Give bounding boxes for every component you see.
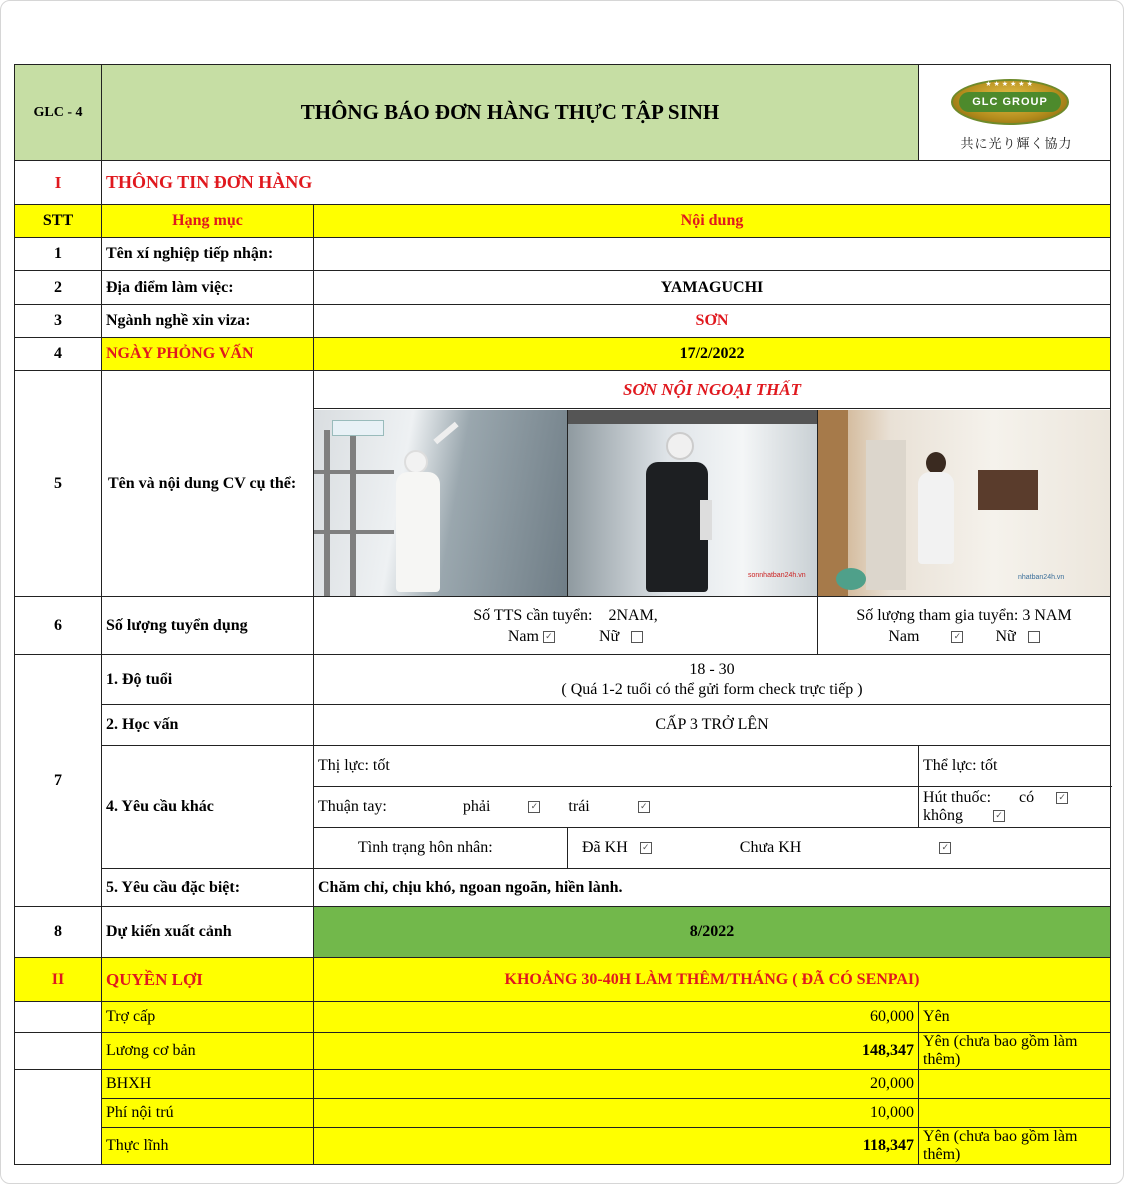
benefit-blank <box>15 1070 102 1165</box>
value-education: CẤP 3 TRỞ LÊN <box>314 705 1111 746</box>
stt-5: 5 <box>15 371 102 597</box>
hand-right-label: phải <box>462 798 491 815</box>
benefit-unit: Yên (chưa bao gồm làm thêm) <box>919 1128 1111 1165</box>
section2-num: II <box>15 958 102 1002</box>
need-nu-label: Nữ <box>598 627 620 645</box>
col-stt: STT <box>15 205 102 238</box>
need-count-cell <box>314 597 818 655</box>
label-company: Tên xí nghiệp tiếp nhận: <box>102 238 314 271</box>
fitness: Thể lực: tốt <box>919 746 1111 787</box>
hand-label: Thuận tay: <box>318 798 387 815</box>
benefit-blank <box>15 1002 102 1033</box>
benefit-unit: Yên (chưa bao gồm làm thêm) <box>919 1033 1111 1070</box>
benefit-value: 118,347 <box>314 1128 919 1165</box>
label-job-detail: Tên và nội dung CV cụ thể: <box>102 371 314 597</box>
value-departure: 8/2022 <box>314 907 1111 958</box>
smoke-yes-checkbox[interactable]: ✓ <box>1056 792 1068 804</box>
photo-roller-painting <box>568 410 818 596</box>
benefit-blank <box>15 1033 102 1070</box>
vision: Thị lực: tốt <box>314 746 919 787</box>
logo-brand: GLC GROUP <box>959 92 1061 112</box>
need-nam-checkbox[interactable]: ✓ <box>543 631 555 643</box>
benefit-unit <box>919 1070 1111 1099</box>
join-nam-checkbox[interactable]: ✓ <box>951 631 963 643</box>
hand-left-checkbox[interactable]: ✓ <box>638 801 650 813</box>
smoke-no-label: không <box>923 807 964 824</box>
benefit-label: Lương cơ bản <box>102 1033 314 1070</box>
value-special-req: Chăm chỉ, chịu khó, ngoan ngoãn, hiền lành. <box>314 869 1111 907</box>
col-content: Nội dung <box>314 205 1111 238</box>
section2-title: QUYỀN LỢI <box>102 958 314 1002</box>
age-note: ( Quá 1-2 tuổi có thể gửi form check trực tiếp ) <box>561 680 863 698</box>
benefit-label: Phí nội trú <box>102 1099 314 1128</box>
value-company <box>314 238 1111 271</box>
hand-left-label: trái <box>568 798 590 815</box>
value-location: YAMAGUCHI <box>314 271 1111 305</box>
form-code: GLC - 4 <box>15 65 102 161</box>
single-label: Chưa KH <box>739 839 802 856</box>
value-age <box>314 655 1111 705</box>
benefit-value: 148,347 <box>314 1033 919 1070</box>
label-location: Địa điểm làm việc: <box>102 271 314 305</box>
label-job: Ngành nghề xin viza: <box>102 305 314 338</box>
job-detail-title: SƠN NỘI NGOẠI THẤT <box>314 371 1111 409</box>
watermark-2: nhatban24h.vn <box>1018 573 1065 581</box>
join-nu-label: Nữ <box>995 627 1016 645</box>
need-value: 2NAM, <box>608 606 658 624</box>
logo-tagline: 共に光り輝く協力 <box>960 137 1073 152</box>
photo-exterior-painting <box>314 410 568 596</box>
hand-right-checkbox[interactable]: ✓ <box>528 801 540 813</box>
handedness-cell <box>314 787 919 828</box>
benefit-value: 60,000 <box>314 1002 919 1033</box>
smoke-yes-label: có <box>1019 789 1035 806</box>
join-count-cell <box>818 597 1111 655</box>
watermark-1: sonnhatban24h.vn <box>748 571 806 579</box>
benefit-label: Trợ cấp <box>102 1002 314 1033</box>
label-special-req: 5. Yêu cầu đặc biệt: <box>102 869 314 907</box>
glc-logo-icon: ★★★★★★ GLC GROUP 共に光り輝く協力 <box>919 65 1111 161</box>
value-job: SƠN <box>314 305 1111 338</box>
need-label: Số TTS cần tuyển: <box>473 606 593 624</box>
stt-6: 6 <box>15 597 102 655</box>
label-departure: Dự kiến xuất cảnh <box>102 907 314 958</box>
label-other-req: 4. Yêu cầu khác <box>102 746 314 869</box>
need-nu-checkbox[interactable] <box>631 631 643 643</box>
benefit-unit <box>919 1099 1111 1128</box>
join-nu-checkbox[interactable] <box>1028 631 1040 643</box>
stt-3: 3 <box>15 305 102 338</box>
stt-4: 4 <box>15 338 102 371</box>
benefit-label: Thực lĩnh <box>102 1128 314 1165</box>
stt-7: 7 <box>15 655 102 907</box>
label-recruit-count: Số lượng tuyển dụng <box>102 597 314 655</box>
label-interview-date: NGÀY PHỎNG VẤN <box>102 338 314 371</box>
page-title: THÔNG BÁO ĐƠN HÀNG THỰC TẬP SINH <box>102 65 919 161</box>
join-nam-label: Nam <box>888 627 920 645</box>
order-table <box>14 64 1111 1165</box>
job-photos <box>314 409 1111 597</box>
section1-title: THÔNG TIN ĐƠN HÀNG <box>102 161 1111 205</box>
benefit-unit: Yên <box>919 1002 1111 1033</box>
marital-options <box>568 828 1111 869</box>
age-range: 18 - 30 <box>689 660 735 678</box>
photo-interior-painting <box>818 410 1110 596</box>
single-checkbox[interactable]: ✓ <box>939 842 951 854</box>
section2-note: KHOẢNG 30-40H LÀM THÊM/THÁNG ( ĐÃ CÓ SENPAI) <box>314 958 1111 1002</box>
married-label: Đã KH <box>582 839 628 856</box>
smoke-no-checkbox[interactable]: ✓ <box>993 810 1005 822</box>
married-checkbox[interactable]: ✓ <box>640 842 652 854</box>
stt-2: 2 <box>15 271 102 305</box>
smoking-cell <box>919 787 1111 828</box>
smoke-label: Hút thuốc: <box>923 789 992 806</box>
stt-1: 1 <box>15 238 102 271</box>
need-nam-label: Nam <box>507 627 539 645</box>
stt-8: 8 <box>15 907 102 958</box>
benefit-value: 10,000 <box>314 1099 919 1128</box>
value-interview-date: 17/2/2022 <box>314 338 1111 371</box>
label-education: 2. Học vấn <box>102 705 314 746</box>
col-item: Hạng mục <box>102 205 314 238</box>
section1-num: I <box>15 161 102 205</box>
benefit-label: BHXH <box>102 1070 314 1099</box>
join-label: Số lượng tham gia tuyển: 3 NAM <box>856 606 1072 624</box>
order-sheet <box>14 64 1110 1165</box>
marital-label: Tình trạng hôn nhân: <box>314 828 568 869</box>
benefit-value: 20,000 <box>314 1070 919 1099</box>
label-age: 1. Độ tuổi <box>102 655 314 705</box>
